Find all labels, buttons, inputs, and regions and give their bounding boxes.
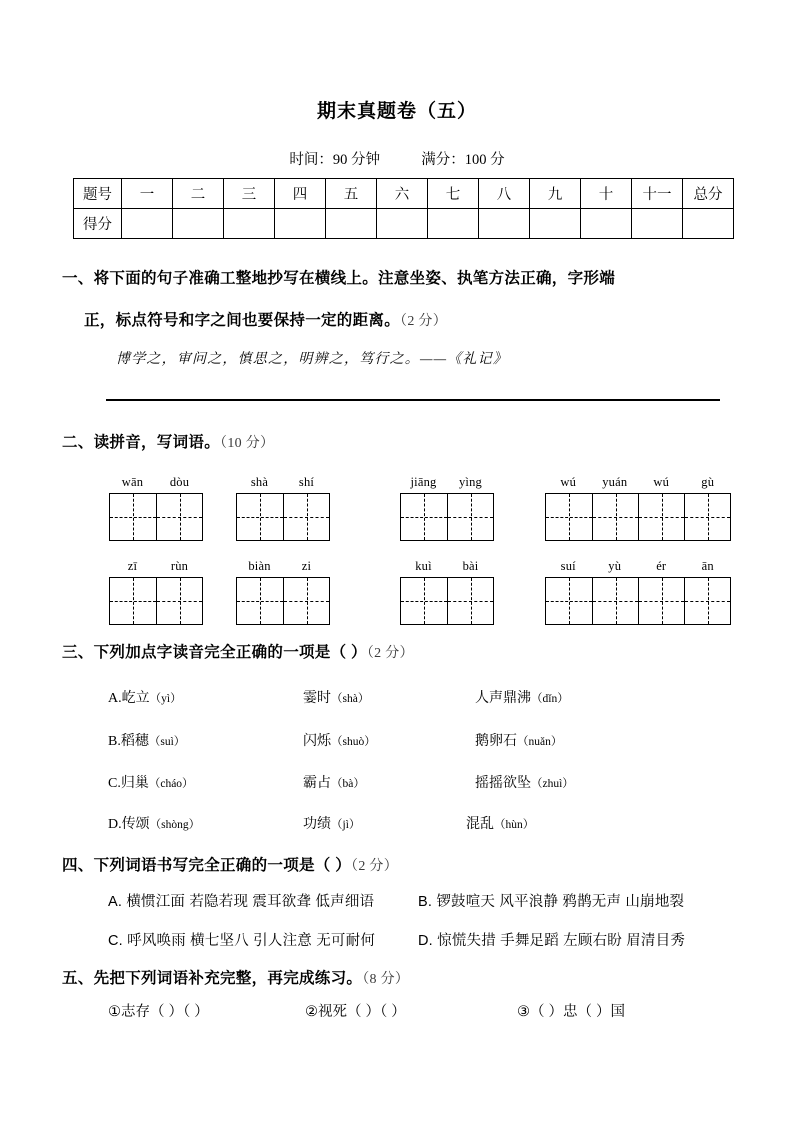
tianzige-cells-4[interactable] bbox=[545, 493, 731, 541]
option-b-label: B. bbox=[108, 734, 121, 749]
option-d-word-3: 混乱 bbox=[466, 815, 494, 831]
section-4-option-d: D. 惊慌失措 手舞足蹈 左顾右盼 眉清目秀 bbox=[418, 933, 686, 949]
pinyin-5-1: zī bbox=[127, 559, 138, 573]
pinyin-8-4: ān bbox=[701, 559, 714, 573]
section-4-heading bbox=[62, 851, 398, 882]
section-4-option-c: C. 呼风唤雨 横七坚八 引人注意 无可耐何 bbox=[108, 933, 376, 949]
section-5-blank-1[interactable] bbox=[108, 1000, 209, 1021]
section-3-option-b-item3[interactable] bbox=[475, 730, 562, 750]
section-5-blank-2-text: ②视死（ ）（ ） bbox=[305, 1004, 406, 1020]
tianzige-cells-2[interactable] bbox=[236, 493, 330, 541]
pinyin-1-2: dòu bbox=[169, 475, 190, 489]
writing-cell[interactable] bbox=[592, 578, 638, 624]
pinyin-3-1: jiāng bbox=[410, 475, 437, 489]
score-table-col-5: 五 bbox=[326, 179, 377, 209]
section-1-points: （2 分） bbox=[400, 314, 448, 329]
option-a-py-3: （dǐn） bbox=[531, 693, 569, 705]
option-b-word-1: 稻穗 bbox=[120, 732, 149, 748]
section-2-points: （10 分） bbox=[220, 436, 275, 451]
score-cell-1[interactable] bbox=[122, 209, 173, 239]
score-cell-6[interactable] bbox=[377, 209, 428, 239]
writing-cell[interactable] bbox=[592, 494, 638, 540]
section-5-points: （8 分） bbox=[362, 972, 410, 987]
pinyin-row-7 bbox=[400, 558, 494, 574]
option-a-py-1: （yì） bbox=[149, 693, 182, 705]
score-cell-11[interactable] bbox=[632, 209, 683, 239]
option-d-py-2: （jì） bbox=[331, 819, 361, 831]
score-table-label-score: 得分 bbox=[74, 209, 122, 239]
section-3-option-a-item2[interactable] bbox=[303, 687, 369, 707]
section-2-heading bbox=[62, 428, 274, 459]
score-cell-10[interactable] bbox=[581, 209, 632, 239]
page-title: 期末真题卷（五） bbox=[316, 101, 477, 122]
pinyin-row-8 bbox=[545, 558, 731, 574]
option-a-word-2: 霎时 bbox=[303, 689, 331, 705]
table-row-scores bbox=[74, 209, 734, 239]
writing-grid-group-8 bbox=[545, 558, 731, 625]
section-3-title: 下列加点字读音完全正确的一项是（ ） bbox=[93, 644, 367, 661]
writing-cell[interactable] bbox=[684, 494, 730, 540]
writing-cell[interactable] bbox=[237, 578, 283, 624]
section-2-number: 二、 bbox=[62, 434, 94, 451]
option-c-py-1: （cháo） bbox=[148, 778, 194, 790]
writing-cell[interactable] bbox=[110, 494, 156, 540]
option-c-word-1: 归巢 bbox=[120, 774, 149, 790]
writing-cell[interactable] bbox=[110, 578, 156, 624]
score-table bbox=[73, 178, 734, 239]
score-table-col-9: 九 bbox=[530, 179, 581, 209]
pinyin-1-1: wān bbox=[121, 475, 144, 489]
section-4-option-b: B. 锣鼓喧天 风平浪静 鸦鹊无声 山崩地裂 bbox=[418, 894, 685, 910]
pinyin-2-1: shà bbox=[250, 475, 269, 489]
score-table-col-7: 七 bbox=[428, 179, 479, 209]
section-5-number: 五、 bbox=[62, 970, 94, 987]
section-1-number: 一、 bbox=[62, 270, 94, 287]
option-c-word-3: 摇摇欲坠 bbox=[475, 774, 531, 790]
section-3-heading bbox=[62, 638, 414, 669]
pinyin-6-2: zi bbox=[301, 559, 312, 573]
writing-grid-group-2 bbox=[236, 474, 330, 541]
writing-grid-group-5 bbox=[109, 558, 203, 625]
writing-cell[interactable] bbox=[237, 494, 283, 540]
section-3-option-c[interactable] bbox=[108, 772, 194, 792]
section-4-row-1-right[interactable] bbox=[418, 890, 684, 911]
section-4-row-2-left[interactable] bbox=[108, 929, 375, 950]
option-c-py-3: （zhuì） bbox=[531, 778, 574, 790]
option-c-word-2: 霸占 bbox=[303, 774, 331, 790]
score-table-col-2: 二 bbox=[173, 179, 224, 209]
option-a-word-3: 人声鼎沸 bbox=[475, 689, 531, 705]
score-cell-9[interactable] bbox=[530, 209, 581, 239]
pinyin-row-4 bbox=[545, 474, 731, 490]
writing-cell[interactable] bbox=[447, 578, 493, 624]
section-4-option-a: A. 横惯江面 若隐若现 震耳欲聋 低声细语 bbox=[108, 894, 375, 910]
writing-cell[interactable] bbox=[401, 578, 447, 624]
section-4-row-1-left[interactable] bbox=[108, 890, 374, 911]
pinyin-7-2: bài bbox=[462, 559, 479, 573]
writing-cell[interactable] bbox=[283, 578, 329, 624]
section-3-option-c-item3[interactable] bbox=[475, 772, 574, 792]
pinyin-4-4: gù bbox=[701, 475, 715, 489]
writing-grid-group-6 bbox=[236, 558, 330, 625]
score-table-col-1: 一 bbox=[122, 179, 173, 209]
score-table-label-question: 题号 bbox=[74, 179, 122, 209]
pinyin-2-2: shí bbox=[298, 475, 315, 489]
section-3-number: 三、 bbox=[62, 644, 94, 661]
writing-grid-group-4 bbox=[545, 474, 731, 541]
writing-cell[interactable] bbox=[283, 494, 329, 540]
section-4-number: 四、 bbox=[62, 857, 94, 874]
writing-cell[interactable] bbox=[546, 494, 592, 540]
score-table-col-4: 四 bbox=[275, 179, 326, 209]
pinyin-8-3: ér bbox=[656, 559, 667, 573]
section-1-title-line1: 将下面的句子准确工整地抄写在横线上。注意坐姿、执笔方法正确，字形端 bbox=[93, 270, 616, 287]
pinyin-6-1: biàn bbox=[248, 559, 271, 573]
writing-grid-group-7 bbox=[400, 558, 494, 625]
section-4-points: （2 分） bbox=[351, 859, 399, 874]
score-table-col-10: 十 bbox=[581, 179, 632, 209]
pinyin-row-3 bbox=[400, 474, 494, 490]
option-c-py-2: （bà） bbox=[331, 778, 365, 790]
table-row-question-numbers bbox=[74, 179, 734, 209]
pinyin-row-1 bbox=[109, 474, 203, 490]
section-3-option-a[interactable] bbox=[108, 687, 182, 707]
section-3-option-a-item3[interactable] bbox=[475, 687, 569, 707]
score-table-col-11: 十一 bbox=[632, 179, 683, 209]
writing-cell[interactable] bbox=[447, 494, 493, 540]
section-3-option-d-item2[interactable] bbox=[303, 813, 360, 833]
section-5-blank-3[interactable] bbox=[517, 1000, 625, 1021]
tianzige-cells-1[interactable] bbox=[109, 493, 203, 541]
section-1-answer-line[interactable] bbox=[106, 399, 720, 401]
section-1-line2-wrap bbox=[62, 300, 738, 343]
exam-time: 时间：90 分钟 bbox=[289, 152, 380, 168]
score-cell-total[interactable] bbox=[683, 209, 734, 239]
pinyin-5-2: rùn bbox=[170, 559, 189, 573]
section-3-option-b-item2[interactable] bbox=[303, 730, 376, 750]
writing-cell[interactable] bbox=[638, 494, 684, 540]
pinyin-row-6 bbox=[236, 558, 330, 574]
pinyin-3-2: yìng bbox=[458, 475, 483, 489]
option-b-py-3: （nuǎn） bbox=[517, 736, 563, 748]
tianzige-cells-5[interactable] bbox=[109, 577, 203, 625]
tianzige-cells-8[interactable] bbox=[545, 577, 731, 625]
option-d-py-1: （shòng） bbox=[149, 819, 201, 831]
pinyin-8-1: suí bbox=[560, 559, 576, 573]
tianzige-cells-7[interactable] bbox=[400, 577, 494, 625]
section-3-option-d-item3[interactable] bbox=[466, 813, 534, 833]
score-cell-8[interactable] bbox=[479, 209, 530, 239]
score-cell-3[interactable] bbox=[224, 209, 275, 239]
option-b-word-2: 闪烁 bbox=[303, 732, 331, 748]
score-cell-5[interactable] bbox=[326, 209, 377, 239]
score-cell-7[interactable] bbox=[428, 209, 479, 239]
pinyin-row-2 bbox=[236, 474, 330, 490]
option-b-py-2: （shuò） bbox=[331, 736, 376, 748]
section-5-heading bbox=[62, 964, 409, 995]
score-table-col-6: 六 bbox=[377, 179, 428, 209]
option-c-label: C. bbox=[108, 776, 121, 791]
pinyin-4-2: yuán bbox=[602, 475, 628, 489]
section-4-row-2-right[interactable] bbox=[418, 929, 685, 950]
score-cell-4[interactable] bbox=[275, 209, 326, 239]
option-b-word-3: 鹅卵石 bbox=[475, 732, 517, 748]
option-d-label: D. bbox=[108, 817, 122, 832]
option-d-word-2: 功绩 bbox=[303, 815, 331, 831]
writing-cell[interactable] bbox=[638, 578, 684, 624]
writing-cell[interactable] bbox=[684, 578, 730, 624]
score-cell-2[interactable] bbox=[173, 209, 224, 239]
section-2-title: 读拼音，写词语。 bbox=[93, 434, 221, 451]
writing-cell[interactable] bbox=[401, 494, 447, 540]
section-4-title: 下列词语书写完全正确的一项是（ ） bbox=[93, 857, 352, 874]
tianzige-cells-3[interactable] bbox=[400, 493, 494, 541]
exam-full-score: 满分：100 分 bbox=[421, 152, 505, 168]
section-5-title: 先把下列词语补充完整，再完成练习。 bbox=[93, 970, 363, 987]
writing-grid-group-1 bbox=[109, 474, 203, 541]
score-table-col-total: 总分 bbox=[683, 179, 734, 209]
section-5-blank-3-text: ③（ ）忠（ ）国 bbox=[517, 1004, 626, 1020]
pinyin-8-2: yù bbox=[608, 559, 622, 573]
tianzige-cells-6[interactable] bbox=[236, 577, 330, 625]
section-1-quote: 博学之，审问之，慎思之，明辨之，笃行之。——《礼记》 bbox=[116, 352, 509, 367]
option-b-py-1: （suì） bbox=[148, 736, 186, 748]
section-3-option-b[interactable] bbox=[108, 730, 185, 750]
option-d-word-1: 传颂 bbox=[121, 815, 150, 831]
score-table-col-3: 三 bbox=[224, 179, 275, 209]
pinyin-4-3: wú bbox=[653, 475, 670, 489]
writing-cell[interactable] bbox=[156, 578, 202, 624]
pinyin-row-5 bbox=[109, 558, 203, 574]
score-table-col-8: 八 bbox=[479, 179, 530, 209]
section-3-option-c-item2[interactable] bbox=[303, 772, 365, 792]
section-3-points: （2 分） bbox=[366, 646, 414, 661]
writing-cell[interactable] bbox=[546, 578, 592, 624]
section-5-blank-1-text: ①志存（ ）（ ） bbox=[108, 1004, 209, 1020]
pinyin-7-1: kuì bbox=[415, 559, 432, 573]
exam-meta bbox=[0, 148, 794, 169]
pinyin-4-1: wú bbox=[560, 475, 577, 489]
section-3-option-d[interactable] bbox=[108, 813, 200, 833]
section-1-heading bbox=[62, 258, 738, 343]
option-a-label: A. bbox=[108, 691, 122, 706]
writing-cell[interactable] bbox=[156, 494, 202, 540]
section-1-title-line2: 正，标点符号和字之间也要保持一定的距离。 bbox=[84, 312, 401, 329]
option-d-py-3: （hùn） bbox=[494, 819, 535, 831]
writing-grid-group-3 bbox=[400, 474, 494, 541]
option-a-word-1: 屹立 bbox=[121, 689, 150, 705]
section-5-blank-2[interactable] bbox=[305, 1000, 406, 1021]
option-a-py-2: （shà） bbox=[331, 693, 370, 705]
